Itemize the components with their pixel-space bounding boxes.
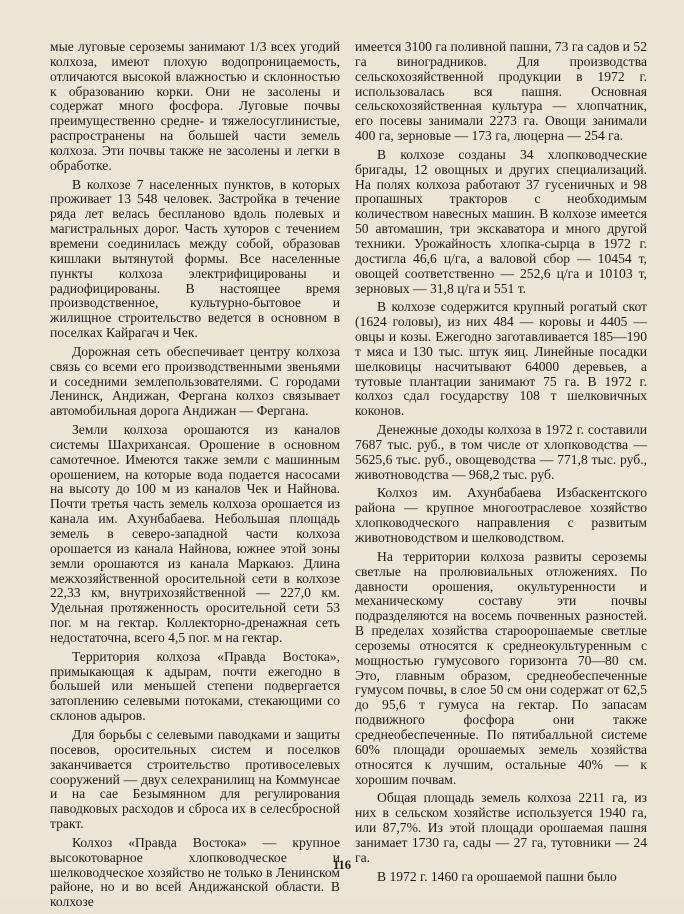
paragraph: Денежные доходы колхоза в 1972 г. составили 7687 тыс. руб., в том числе от хлопководства — 5625,6 тыс. руб., овощеводства — 771,8 тыс. руб., животноводства — 968,2 тыс. руб. bbox=[355, 422, 647, 482]
paragraph: На территории колхоза развиты сероземы светлые на пролювиальных отложениях. По давности орошения, окультуренности и механическому составу эти почвы подразделяются на восемь почвенных разностей. В пределах хозяйства староорошаемые светлые сероземы относятся к среднеокультуренным с мощностью гумусового горизонта 70—80 см. Это, главным образом, среднеобеспеченные гумусом почвы, в слое 50 см они содержат от 62,5 до 95,6 т гумуса на гектар. По запасам подвижного фосфора они также среднеобеспеченные. По пятибалльной системе 60% площади орошаемых земель хозяйства относятся к лучшим, остальные 40% — к хорошим почвам. bbox=[355, 548, 647, 787]
paragraph: Дорожная сеть обеспечивает центру колхоза связь со всеми его производственными звеньями и соседними землепользователями. С городами Ленинск, Андижан, Фергана колхоз связывает автомобильная дорога Андижан — Фергана. bbox=[50, 343, 340, 419]
left-column bbox=[50, 40, 340, 914]
paragraph: Для борьбы с селевыми паводками и защиты посевов, оросительных систем и поселков заканчивается строительство противоселевых сооружений — двух селехранилищ на Коммунсае и на сае Безымянном для регулирования паводковых расходов и сброса их в селесбросной тракт. bbox=[50, 726, 340, 832]
paragraph: Территория колхоза «Правда Востока», примыкающая к адырам, почти ежегодно в большей или меньшей степени подвергается затоплению селевыми потоками, стекающими со склонов адыров. bbox=[50, 648, 340, 724]
paragraph: Земли колхоза орошаются из каналов системы Шахрихансая. Орошение в основном самотечное. Имеются также земли с машинным орошением, на которые вода подается насосами на высоту до 100 м из каналов Чек и Найнова. Почти третья часть земель колхоза орошается из канала им. Ахунбабаева. Небольшая площадь земель в северо-западной части колхоза орошается из канала Найнова, южнее этой зоны земли орошаются из канала Маркаюз. Длина межхозяйственной оросительной сети в колхозе 22,33 км, внутрихозяйственной — 227,0 км. Удельная протяженность оросительной сети 53 пог. м на гектар. Коллекторно-дренажная сеть недостаточна, всего 4,5 пог. м на гектар. bbox=[50, 422, 340, 645]
paragraph: В колхозе созданы 34 хлопководческие бригады, 12 овощных и других специализаций. На полях колхоза работают 37 гусеничных и 98 пропашных тракторов с необходимым количеством навесных машин. В колхозе имеется 50 автомашин, три экскаватора и много другой техники. Урожайность хлопка-сырца в 1972 г. достигла 46,6 ц/га, а валовой сбор — 10454 т, овощей соответственно — 252,6 ц/га и 10103 т, зерновых — 31,8 ц/га и 551 т. bbox=[355, 146, 647, 296]
paragraph: Общая площадь земель колхоза 2211 га, из них в сельском хозяйстве используется 1940 га, или 87,7%. Из этой площади орошаемая пашня занимает 1730 га, сады — 27 га, тутовники — 24 га. bbox=[355, 790, 647, 865]
page-number: 116 bbox=[332, 858, 352, 872]
paragraph: Колхоз им. Ахунбабаева Избаскентского района — крупное многоотраслевое хозяйство хлопководческого направления с развитым животноводством и шелководством. bbox=[355, 485, 647, 545]
paragraph: В колхозе содержится крупный рогатый скот (1624 головы), из них 484 — коровы и 4405 — овцы и козы. Ежегодно заготавливается 185—190 т мяса и 130 тыс. штук яиц. Линейные посадки шелковицы насчитывают 64000 деревьев, а тутовые плантации занимают 75 га. В 1972 г. колхоз сдал государству 108 т шелковичных коконов. bbox=[355, 299, 647, 419]
paragraph: мые луговые сероземы занимают 1/3 всех угодий колхоза, имеют плохую водопроницаемость, отличаются высокой влажностью и склонностью к образованию корки. Они не засолены и содержат много фосфора. Луговые почвы преимущественно средне- и тяжелосуглинистые, распространены на большей части земель колхоза. Эти почвы также не засолены и легки в обработке. bbox=[50, 39, 340, 173]
paragraph: имеется 3100 га поливной пашни, 73 га садов и 52 га виноградников. Для производства сельскохозяйственной продукции в 1972 г. использовалась вся пашня. Основная сельскохозяйственная культура — хлопчатник, его посевы занимали 2273 га. Овощи занимали 400 га, зерновые — 173 га, люцерна — 254 га. bbox=[355, 39, 647, 144]
paragraph: В колхозе 7 населенных пунктов, в которых проживает 13 548 человек. Застройка в течение ряда лет велась бесплановo вдоль полевых и магистральных дорог. Часть хуторов с течением времени соединилась между собой, образовав кишлаки вытянутой формы. Все населенные пункты колхоза электрифицированы и радиофицированы. В настоящее время производственное, культурно-бытовое и жилищное строительство ведется в основном в поселках Кайрагач и Чек. bbox=[50, 176, 340, 341]
paragraph: Колхоз «Правда Востока» — крупное высокотоварное хлопководческое и шелководческое хозяйство не только в Ленинском районе, но и во всей Андижанской области. В колхозе bbox=[50, 834, 340, 910]
right-column bbox=[355, 40, 647, 888]
paragraph: В 1972 г. 1460 га орошаемой пашни было bbox=[377, 868, 617, 884]
